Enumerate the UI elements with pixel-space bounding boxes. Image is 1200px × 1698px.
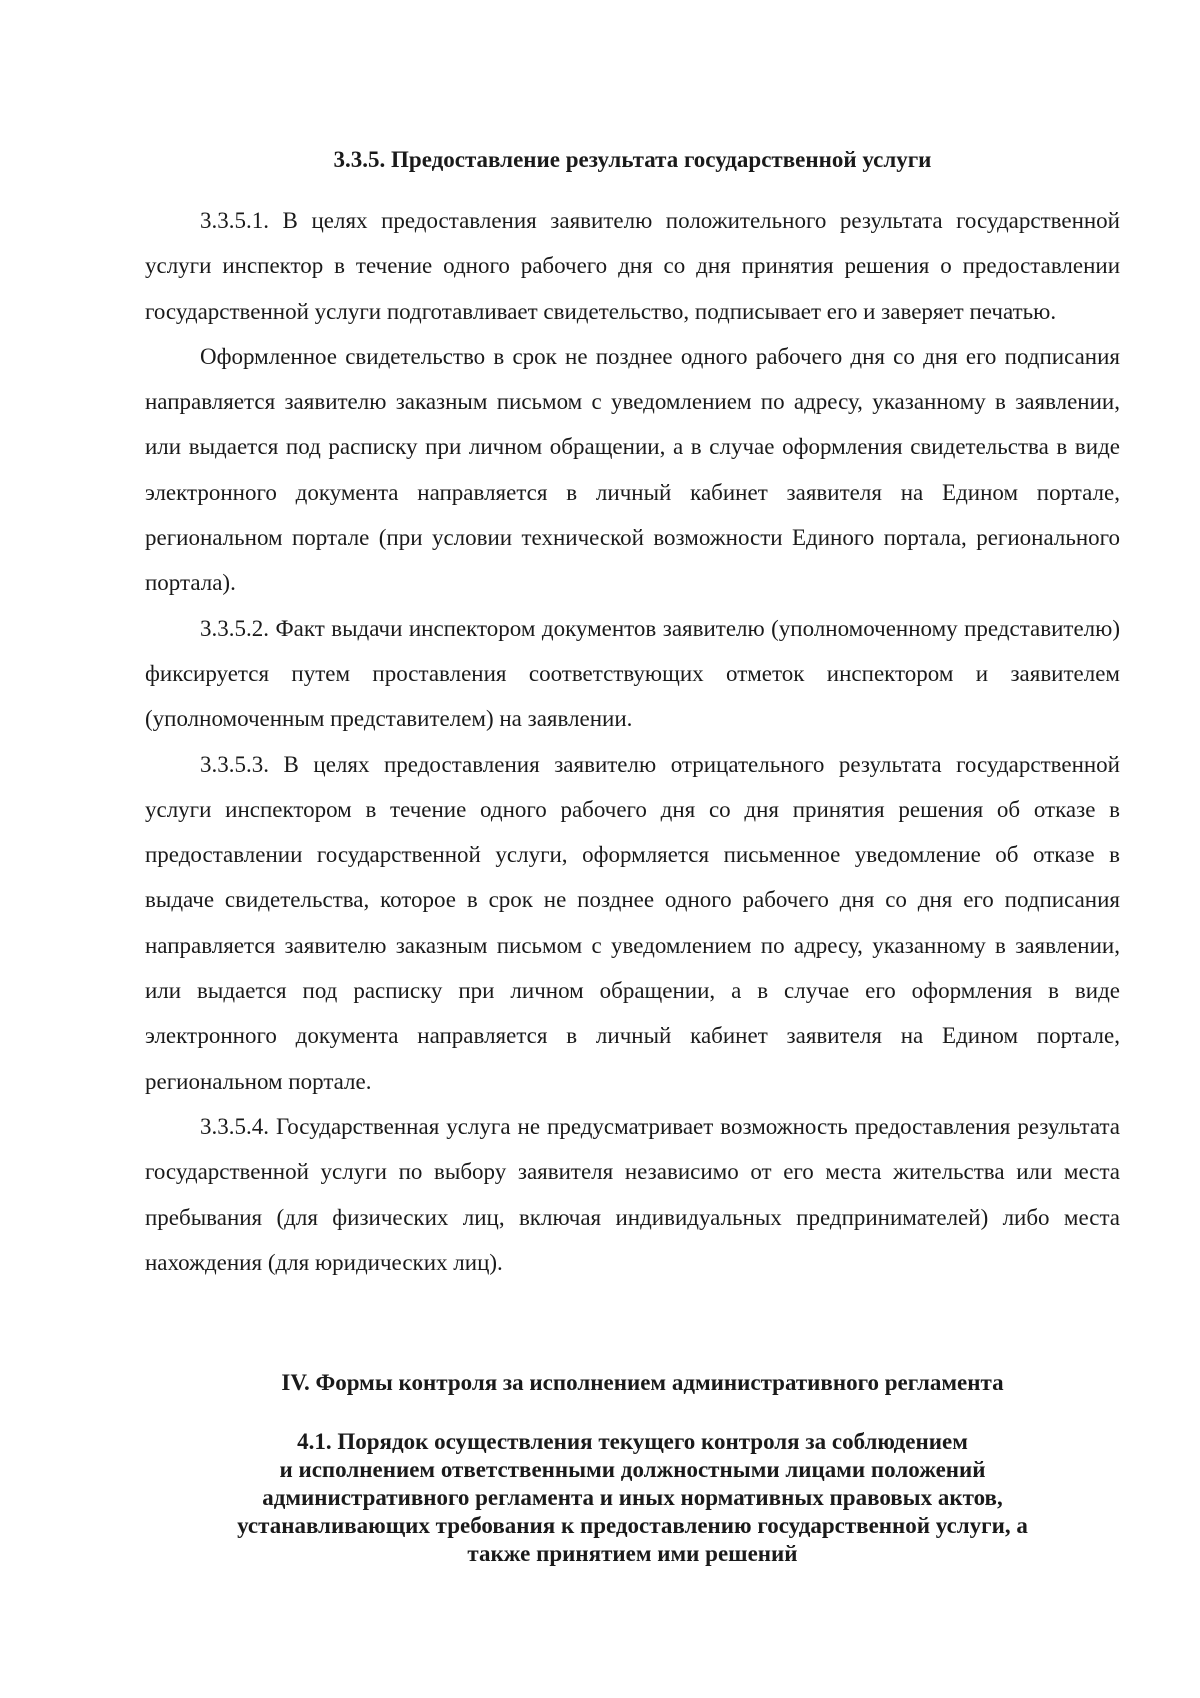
subsection-heading (145, 1428, 1120, 1568)
subsection-heading-line: устанавливающих требования к предоставлению государственной услуги, а (237, 1513, 1028, 1538)
subsection-heading-line: также принятием ими решений (467, 1541, 798, 1566)
paragraph-3-3-5-3: 3.3.5.3. В целях предоставления заявителю отрицательного результата государственной услуги инспектором в течение одного рабочего дня со дня принятия решения об отказе в предоставлении государственной услуги, оформляется письменное уведомление об отказе в выдаче свидетельства, которое в срок не позднее одного рабочего дня со дня его подписания направляется заявителю заказным письмом с уведомлением по адресу, указанному в заявлении, или выдается под расписку при личном обращении, а в случае его оформления в виде электронного документа направляется в личный кабинет заявителя на Едином портале, региональном портале. (145, 751, 1120, 1094)
chapter-heading: IV. Формы контроля за исполнением административного регламента (281, 1370, 1004, 1395)
section-body (145, 198, 1120, 1285)
section-heading: 3.3.5. Предоставление результата государственной услуги (333, 147, 932, 172)
paragraph-3-3-5-2: 3.3.5.2. Факт выдачи инспектором документов заявителю (уполномоченному представителю) фиксируется путем проставления соответствующих отметок инспектором и заявителем (уполномоченным представителем) на заявлении. (145, 615, 1120, 732)
subsection-heading-line: 4.1. Порядок осуществления текущего контроля за соблюдением (297, 1429, 968, 1454)
paragraph-3-3-5-1: 3.3.5.1. В целях предоставления заявителю положительного результата государственной услуги инспектор в течение одного рабочего дня со дня принятия решения о предоставлении государственной услуги подготавливает свидетельство, подписывает его и заверяет печатью. (145, 208, 1120, 324)
subsection-heading-line: административного регламента и иных нормативных правовых актов, (262, 1485, 1003, 1510)
paragraph-3-3-5-4: 3.3.5.4. Государственная услуга не предусматривает возможность предоставления результата государственной услуги по выбору заявителя независимо от его места жительства или места пребывания (для физических лиц, включая индивидуальных предпринимателей) либо места нахождения (для юридических лиц). (145, 1113, 1120, 1275)
paragraph-certificate-delivery: Оформленное свидетельство в срок не позднее одного рабочего дня со дня его подписания направляется заявителю заказным письмом с уведомлением по адресу, указанному в заявлении, или выдается под расписку при личном обращении, а в случае оформления свидетельства в виде электронного документа направляется в личный кабинет заявителя на Едином портале, региональном портале (при условии технической возможности Единого портала, регионального портала). (145, 343, 1120, 596)
subsection-heading-line: и исполнением ответственными должностными лицами положений (279, 1457, 986, 1482)
